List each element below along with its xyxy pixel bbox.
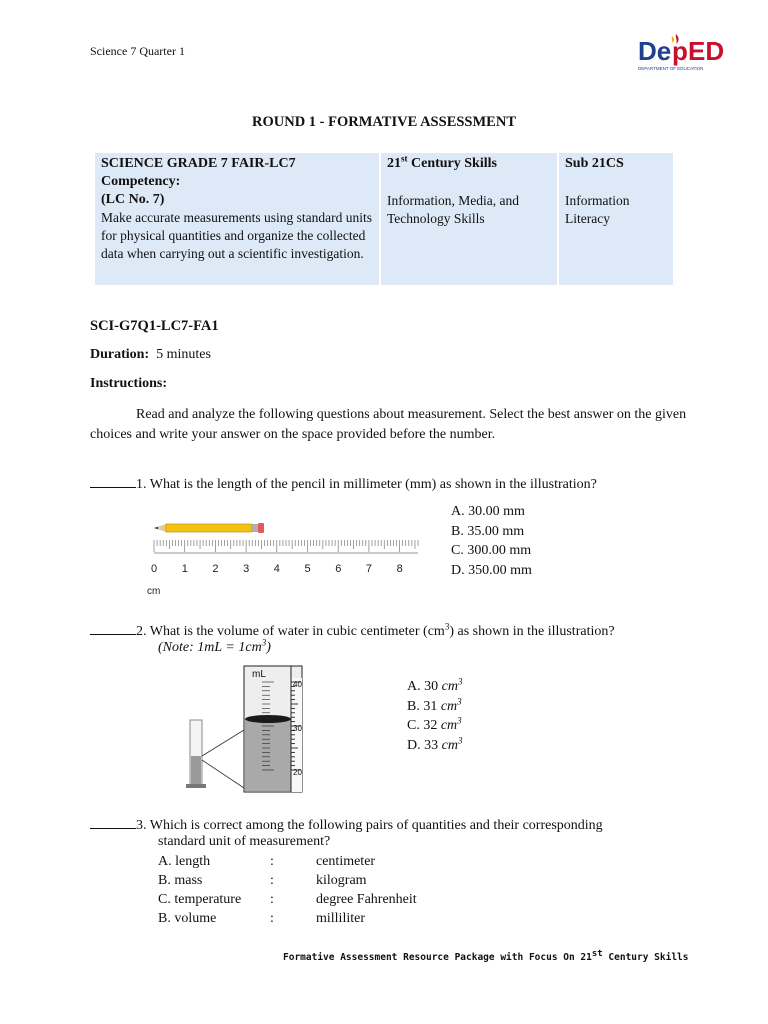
- q2-choice-b: B. 31 $cm^3$: [407, 695, 462, 714]
- answer-blank-1[interactable]: [90, 474, 136, 488]
- ruler-label-0: 0: [151, 563, 158, 575]
- header-course-label: Science 7 Quarter 1: [90, 44, 185, 58]
- competency-table: [95, 153, 673, 285]
- mark-20: 20: [293, 768, 302, 777]
- svg-text:ED: ED: [688, 36, 725, 66]
- duration: [90, 347, 211, 363]
- q1-choice-c: C. 300.00 mm: [451, 543, 532, 558]
- competency-cell: [95, 153, 380, 285]
- q2-choice-a: A. 30 $cm^3$: [407, 676, 463, 694]
- question-1: [90, 474, 597, 493]
- ruler-label-5: 5: [304, 563, 311, 575]
- century-skills-cell: [380, 153, 558, 285]
- ruler-unit: cm: [147, 586, 161, 597]
- duration-value: 5 minutes: [156, 347, 211, 362]
- ruler-label-1: 1: [181, 563, 188, 575]
- page-title: ROUND 1 - FORMATIVE ASSESSMENT: [252, 114, 516, 130]
- ruler-label-7: 7: [365, 563, 373, 575]
- pencil-eraser: [258, 523, 264, 533]
- footer-text: Formative Assessment Resource Package with Focus On 21st Century Skills: [283, 948, 689, 963]
- svg-text:p: p: [672, 36, 688, 66]
- answer-blank-2[interactable]: [90, 621, 136, 635]
- grade-heading: SCIENCE GRADE 7 FAIR-LC7: [101, 156, 296, 171]
- cylinder-illustration: [182, 664, 312, 799]
- svg-text:De: De: [638, 36, 672, 66]
- instructions-label: Instructions:: [90, 376, 168, 391]
- question-3-pairs: [158, 852, 417, 928]
- sub-skills-text: Information Literacy: [565, 193, 630, 226]
- instructions-text: Read and analyze the following questions about measurement. Select the best answer on the given choices and write your answer on the space provided before the number.: [90, 407, 687, 442]
- ruler-label-8: 8: [396, 563, 403, 575]
- lc-number: (LC No. 7): [101, 192, 165, 207]
- answer-blank-3[interactable]: [90, 815, 136, 829]
- ruler-label-4: 4: [273, 563, 280, 575]
- cylinder-unit: mL: [252, 669, 266, 680]
- pair-row: A. length : centimeter: [158, 854, 376, 869]
- question-2-note: (Note: $1mL = 1cm^3$): [158, 637, 271, 655]
- question-2-choices: [407, 677, 462, 755]
- ruler-label-2: 2: [212, 563, 219, 575]
- ruler-illustration: [146, 518, 426, 605]
- question-2: 2. What is the volume of water in cubic centimeter $(cm^3)$ as shown in the illustration?: [90, 621, 615, 640]
- pair-row: C. temperature : degree Fahrenheit: [158, 892, 417, 907]
- q1-choice-b: B. 35.00 mm: [451, 523, 525, 539]
- question-1-choices: [451, 502, 532, 580]
- century-skills-text: Information, Media, and Technology Skills: [387, 193, 519, 226]
- svg-text:DEPARTMENT OF EDUCATION: DEPARTMENT OF EDUCATION: [638, 66, 704, 71]
- q2-choice-d: D. 33 $cm^3$: [407, 734, 463, 753]
- pair-row: B. volume : milliliter: [158, 911, 365, 926]
- ruler-label-6: 6: [335, 563, 342, 575]
- century-skills-heading: 21st Century Skills: [387, 153, 497, 171]
- mark-40: 40: [293, 680, 302, 689]
- question-3: 3. Which is correct among the following pairs of quantities and their corresponding: [90, 815, 603, 834]
- q2-choice-c: C. 32 $cm^3$: [407, 715, 462, 733]
- question-1-text: 1. What is the length of the pencil in millimeter (mm) as shown in the illustration?: [136, 477, 597, 492]
- pencil-body: [166, 524, 252, 532]
- q1-choice-a: A. 30.00 mm: [451, 504, 525, 519]
- assessment-code: SCI-G7Q1-LC7-FA1: [90, 318, 219, 334]
- deped-logo: [636, 30, 726, 74]
- sub-skills-cell: [558, 153, 673, 285]
- q1-choice-d: D. 350.00 mm: [451, 562, 532, 578]
- question-3-line2: standard unit of measurement?: [158, 834, 331, 849]
- pair-row: B. mass : kilogram: [158, 873, 367, 888]
- duration-label: Duration:: [90, 347, 150, 362]
- sub-skills-heading: Sub 21CS: [565, 156, 624, 171]
- ruler-label-3: 3: [243, 563, 250, 575]
- mark-30: 30: [293, 724, 302, 733]
- competency-label: Competency:: [101, 174, 181, 189]
- competency-text: Make accurate measurements using standard units for physical quantities and organize the collected data when carrying out a scientific investigation.: [101, 210, 373, 261]
